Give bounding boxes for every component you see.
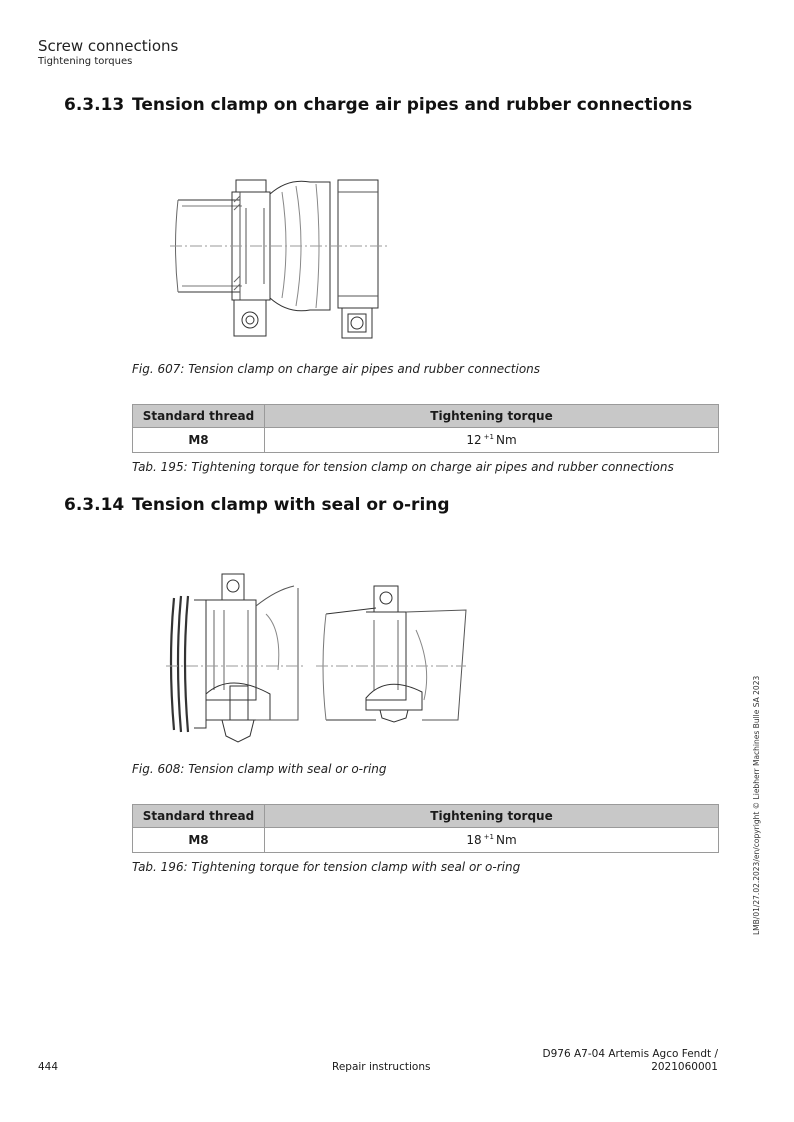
footer-document-id [543,1048,718,1074]
figure-607-caption: Fig. 607: Tension clamp on charge air pipes and rubber connections [132,362,541,376]
table-196-caption: Tab. 196: Tightening torque for tension clamp with seal or o-ring [132,860,521,874]
torque-value: 12 [466,433,482,447]
table-header-row [133,805,719,828]
section-number: 6.3.14 [64,495,125,515]
section-heading-6-3-13 [64,95,692,115]
figure-608-caption: Fig. 608: Tension clamp with seal or o-ring [132,762,387,776]
thread-cell: M8 [133,828,265,853]
torque-value: 18 [466,833,482,847]
section-heading-6-3-14 [64,495,450,515]
table-195-caption: Tab. 195: Tightening torque for tension clamp on charge air pipes and rubber connections [132,460,674,474]
section-title: Tension clamp with seal or o-ring [132,495,450,515]
running-header-subtitle: Tightening torques [38,56,133,67]
torque-unit: Nm [495,833,517,847]
table-row [133,428,719,453]
table-row [133,828,719,853]
footer-document-type: Repair instructions [332,1061,431,1073]
torque-tolerance: +1 [483,833,494,841]
column-header-tightening-torque: Tightening torque [265,805,719,828]
table-header-row [133,405,719,428]
column-header-standard-thread: Standard thread [133,405,265,428]
section-title: Tension clamp on charge air pipes and rubber connections [132,95,693,115]
copyright-side-note: LMB/01/27.02.2023/en/copyright © Liebherr Machines Bulle SA 2023 [752,675,761,935]
torque-table-195 [132,404,719,453]
thread-cell: M8 [133,428,265,453]
footer-document-id-line2: 2021060001 [651,1061,718,1073]
page-number: 444 [38,1061,59,1073]
column-header-tightening-torque: Tightening torque [265,405,719,428]
torque-cell [265,828,719,853]
torque-unit: Nm [495,433,517,447]
figure-607-tension-clamp-drawing [170,172,390,344]
footer-document-id-line1: D976 A7-04 Artemis Agco Fendt / [542,1048,718,1060]
figure-608-tension-clamp-seal-drawing [166,570,471,748]
torque-table-196 [132,804,719,853]
section-number: 6.3.13 [64,95,125,115]
torque-cell [265,428,719,453]
running-header-title: Screw connections [38,37,179,55]
torque-tolerance: +1 [483,433,494,441]
column-header-standard-thread: Standard thread [133,805,265,828]
